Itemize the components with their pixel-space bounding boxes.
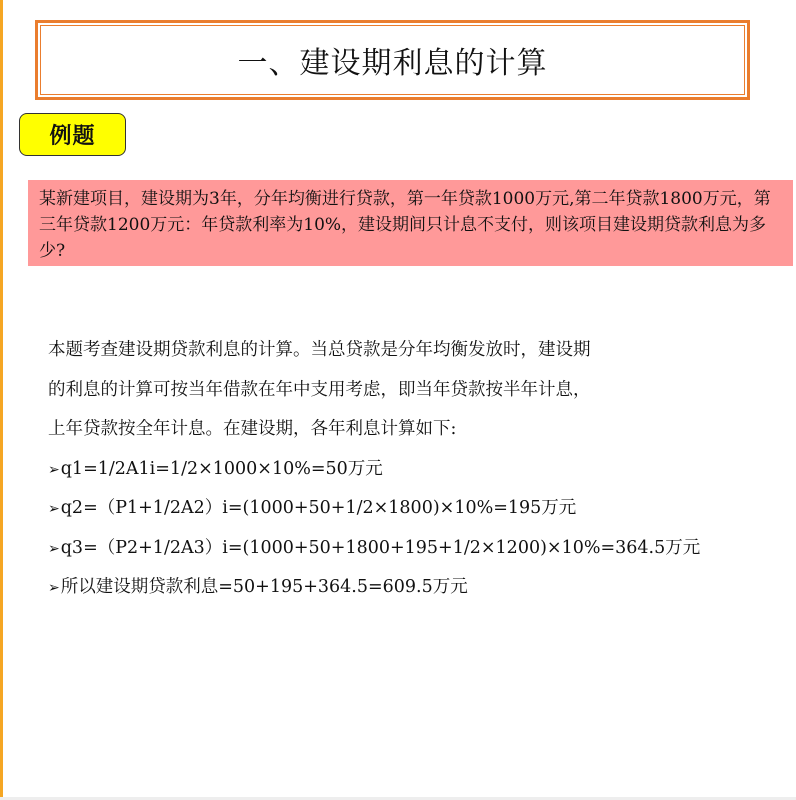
arrow-bullet-icon: ➢ <box>48 540 60 557</box>
solution-bullet-total <box>48 572 768 612</box>
problem-box <box>28 180 793 266</box>
solution-intro-line: 本题考查建设期贷款利息的计算。当总贷款是分年均衡发放时，建设期 <box>48 340 591 360</box>
arrow-bullet-icon: ➢ <box>48 580 60 596</box>
solution-bullet-q2 <box>48 493 768 533</box>
bullet-text: q3=（P2+1/2A3）i=(1000+50+1800+195+1/2×1200)×10%=364.5万元 <box>60 537 701 558</box>
arrow-bullet-icon: ➢ <box>48 501 60 517</box>
left-accent-rule <box>0 0 3 800</box>
solution-block <box>48 335 768 612</box>
example-label: 例题 <box>49 124 96 149</box>
page-title: 一、建设期利息的计算 <box>237 46 548 81</box>
solution-intro-line: 上年贷款按全年计息。在建设期，各年利息计算如下: <box>48 419 457 439</box>
bullet-text: q1=1/2A1i=1/2×1000×10%=50万元 <box>60 458 383 479</box>
bullet-text: q2=（P1+1/2A2）i=(1000+50+1/2×1800)×10%=195万元 <box>60 498 577 518</box>
bullet-text: 所以建设期贷款利息=50+195+364.5=609.5万元 <box>60 577 468 597</box>
example-tag <box>19 113 126 156</box>
solution-bullet-q3 <box>48 533 768 573</box>
problem-text: 某新建项目，建设期为3年，分年均衡进行贷款，第一年贷款1000万元,第二年贷款1800万元，第三年贷款1200万元：年贷款利率为10%，建设期间只计息不支付，则该项目建设期贷款利息为多少? <box>39 189 771 261</box>
solution-intro-line: 的利息的计算可按当年借款在年中支用考虑，即当年贷款按半年计息， <box>48 379 591 400</box>
solution-bullet-q1 <box>48 454 768 494</box>
title-box <box>35 20 750 100</box>
arrow-bullet-icon: ➢ <box>48 461 60 478</box>
